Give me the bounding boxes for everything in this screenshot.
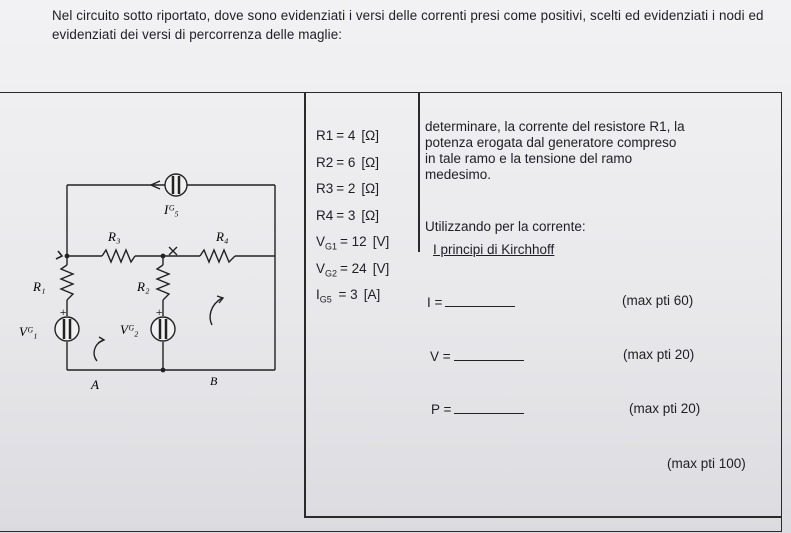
parameter-value: = 4 [336, 128, 356, 143]
parameter-row [316, 155, 379, 176]
r2-resistor [157, 265, 169, 300]
r4-label: R₄ [216, 229, 229, 244]
points-voltage: (max pti 20) [623, 347, 695, 362]
r1-label: R₁ [33, 279, 46, 294]
points-current: (max pti 60) [622, 293, 694, 308]
vg1-plus: + [59, 305, 68, 319]
parameter-value: = 3 [334, 287, 358, 302]
parameter-row [316, 128, 379, 149]
ig5-label: Iᴳ₅ [164, 202, 179, 217]
parameter-row [316, 261, 389, 282]
parameter-name: R4 [316, 207, 334, 223]
answer-voltage-blank[interactable] [454, 359, 524, 361]
task-line-4: medesimo. [425, 167, 492, 182]
parameter-subscript: G2 [325, 268, 338, 279]
r2-label: R₂ [137, 279, 150, 294]
parameter-name: V [316, 234, 326, 249]
parameter-unit: [Ω] [361, 181, 380, 196]
parameter-unit: [Ω] [361, 154, 380, 170]
column-divider-left [304, 92, 306, 517]
answer-power-label: P = [431, 402, 452, 417]
parameter-name: V [316, 260, 326, 276]
vg1-source [55, 317, 79, 341]
parameter-value: = 2 [336, 181, 356, 196]
points-power: (max pti 20) [629, 401, 701, 416]
method-value: I principi di Kirchhoff [433, 242, 555, 257]
r4-resistor [200, 250, 235, 262]
parameter-subscript: G1 [325, 241, 338, 252]
task-line-3: in tale ramo e la tensione del ramo [425, 151, 633, 166]
parameter-value: = 6 [336, 154, 356, 170]
r3-resistor [102, 250, 135, 262]
parameter-unit: [V] [372, 260, 390, 276]
circuit-diagram [0, 165, 304, 465]
parameter-unit: [Ω] [361, 128, 380, 143]
parameter-subscript: G5 [319, 294, 332, 305]
bottom-divider [304, 516, 782, 518]
task-line-2: potenza erogata dal generatore compreso [425, 135, 677, 150]
r1-resistor [61, 265, 73, 300]
parameter-unit: [A] [363, 287, 381, 302]
parameter-row [316, 181, 379, 202]
vg2-label: Vᴳ₂ [120, 322, 139, 337]
parameter-value: = 3 [336, 207, 356, 223]
column-divider-mid [418, 92, 420, 252]
parameter-row [316, 208, 379, 229]
total-points: (max pti 100) [667, 456, 746, 471]
parameter-name: R2 [316, 154, 334, 170]
ig5-source [165, 174, 187, 196]
answer-current [427, 296, 515, 310]
answer-current-blank[interactable] [445, 305, 515, 307]
parameter-unit: [V] [372, 234, 390, 249]
parameter-row [316, 287, 380, 308]
node-b-label: B [210, 374, 218, 388]
answer-power [431, 403, 524, 417]
r3-label: R₃ [108, 229, 121, 244]
parameter-unit: [Ω] [361, 207, 380, 223]
parameter-name: R1 [316, 128, 334, 143]
parameter-name: R3 [316, 181, 334, 196]
parameter-name: I [316, 287, 320, 302]
answer-voltage-label: V = [430, 349, 451, 364]
intro-text: Nel circuito sotto riportato, dove sono evidenziati i versi delle correnti presi come positivi, scelti ed evidenziati i nodi ed evidenziati dei versi di percorrenza delle maglie: [52, 8, 764, 42]
vg1-label: Vᴳ₁ [19, 324, 38, 339]
answer-voltage [430, 350, 524, 364]
parameter-row [316, 234, 389, 255]
method-label: Utilizzando per la corrente: [425, 219, 586, 234]
answer-power-blank[interactable] [454, 412, 524, 414]
answer-current-label: I = [427, 295, 443, 310]
node-a-label: A [91, 377, 99, 392]
parameter-value: = 24 [340, 260, 367, 276]
task-line-1: determinare, la corrente del resistore R1, la [425, 119, 685, 134]
vg2-plus: + [155, 305, 164, 319]
parameter-value: = 12 [340, 234, 367, 249]
vg2-source [151, 317, 175, 341]
